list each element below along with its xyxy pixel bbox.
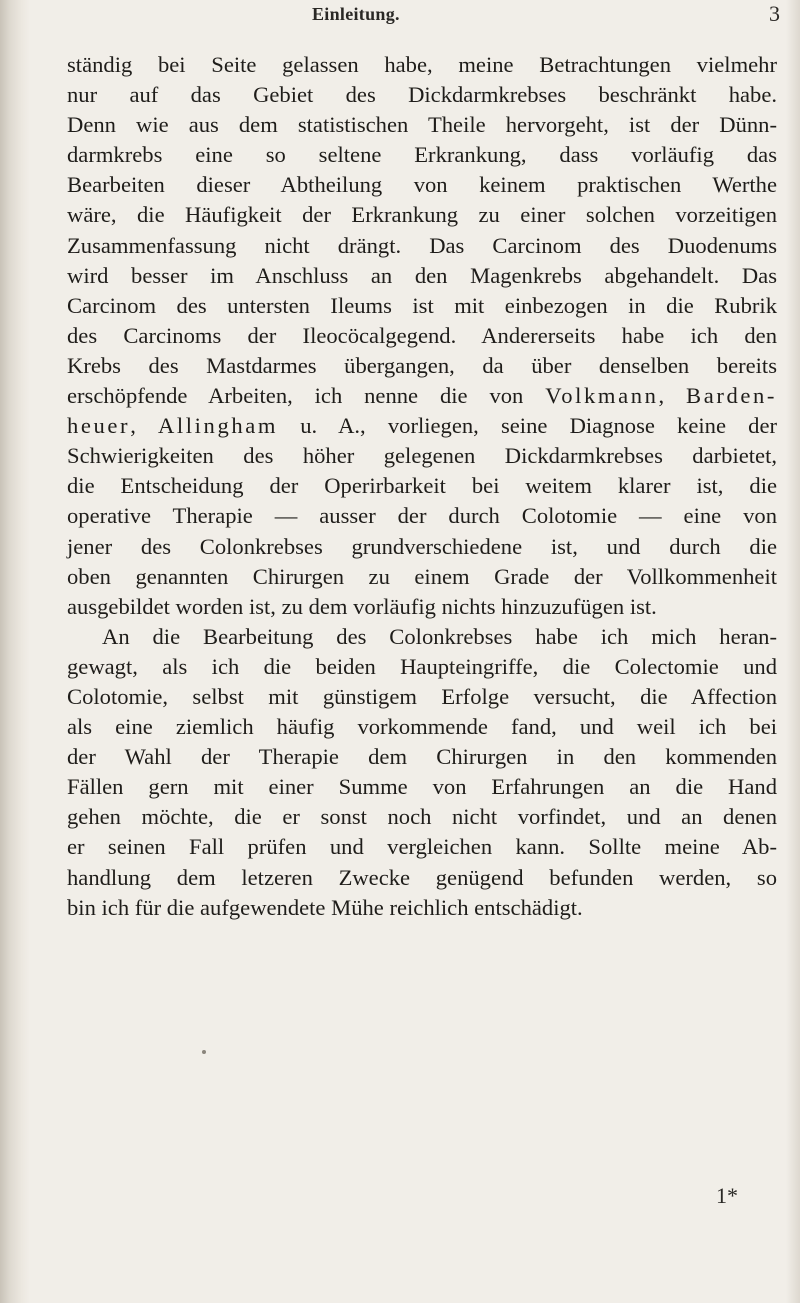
text-line: operative Therapie — ausser der durch Colotomie — eine von xyxy=(67,503,777,529)
text-line: wird besser im Anschluss an den Magenkrebs abgehandelt. Das xyxy=(67,262,777,288)
text-line: jener des Colonkrebses grundverschiedene ist, und durch die xyxy=(67,533,777,559)
page-gutter-shadow xyxy=(0,0,30,1303)
text-run: u. A., vorliegen, seine Diagnose keine der xyxy=(278,413,777,439)
text-line: Fällen gern mit einer Summe von Erfahrungen an die Hand xyxy=(67,774,777,800)
author-name-bardenheuer-part2: heuer xyxy=(67,413,131,439)
text-line: des Carcinoms der Ileocöcalgegend. Andererseits habe ich den xyxy=(67,322,777,348)
text-line: als eine ziemlich häufig vorkommende fand, und weil ich bei xyxy=(67,714,777,740)
author-name-bardenheuer-part1: Barden- xyxy=(686,383,777,409)
text-line: Schwierigkeiten des höher gelegenen Dickdarmkrebses darbietet, xyxy=(67,443,777,469)
running-title: Einleitung. xyxy=(312,4,400,24)
text-line: er seinen Fall prüfen und vergleichen kann. Sollte meine Ab- xyxy=(67,834,777,860)
text-line: nur auf das Gebiet des Dickdarmkrebses beschränkt habe. xyxy=(67,82,777,108)
text-line xyxy=(67,411,777,441)
text-line: handlung dem letzeren Zwecke genügend befunden werden, so xyxy=(67,864,777,890)
text-line: ausgebildet worden ist, zu dem vorläufig nichts hinzuzufügen ist. xyxy=(67,593,657,619)
text-line: Krebs des Mastdarmes übergangen, da über denselben bereits xyxy=(67,352,777,378)
running-header xyxy=(0,1,800,28)
text-line: gewagt, als ich die beiden Haupteingriffe, die Colectomie und xyxy=(67,653,777,679)
text-line xyxy=(67,381,777,411)
text-line: wäre, die Häufigkeit der Erkrankung zu einer solchen vorzeitigen xyxy=(67,202,777,228)
author-name-volkmann: Volkmann xyxy=(545,383,659,409)
text-line: Carcinom des untersten Ileums ist mit einbezogen in die Rubrik xyxy=(67,292,777,318)
text-line: bin ich für die aufgewendete Mühe reichlich entschädigt. xyxy=(67,894,583,920)
signature-mark: 1* xyxy=(716,1183,738,1208)
text-line: Colotomie, selbst mit günstigem Erfolge versucht, die Affection xyxy=(67,683,777,709)
text-line: der Wahl der Therapie dem Chirurgen in den kommenden xyxy=(67,744,777,770)
text-line: Bearbeiten dieser Abtheilung von keinem praktischen Werthe xyxy=(67,172,777,198)
text-line: die Entscheidung der Operirbarkeit bei weitem klarer ist, die xyxy=(67,473,777,499)
body-text xyxy=(67,50,777,923)
text-line: ständig bei Seite gelassen habe, meine Betrachtungen vielmehr xyxy=(67,52,777,77)
text-line: gehen möchte, die er sonst noch nicht vorfindet, und an denen xyxy=(67,804,777,830)
text-line: darmkrebs eine so seltene Erkrankung, dass vorläufig das xyxy=(67,142,777,168)
author-name-allingham: Allingham xyxy=(158,413,279,439)
text-run: , xyxy=(658,383,687,409)
text-line: Zusammenfassung nicht drängt. Das Carcinom des Duodenums xyxy=(67,232,777,258)
page-edge-shadow xyxy=(786,0,800,1303)
text-run: erschöpfende Arbeiten, ich nenne die von xyxy=(67,383,546,409)
text-line: An die Bearbeitung des Colonkrebses habe ich mich heran- xyxy=(102,623,777,649)
text-run: , xyxy=(130,413,158,439)
text-line: Denn wie aus dem statistischen Theile hervorgeht, ist der Dünn- xyxy=(67,112,777,138)
text-line: oben genannten Chirurgen zu einem Grade der Vollkommenheit xyxy=(67,563,777,589)
page-number: 3 xyxy=(769,1,780,26)
paper-speck xyxy=(202,1050,206,1054)
